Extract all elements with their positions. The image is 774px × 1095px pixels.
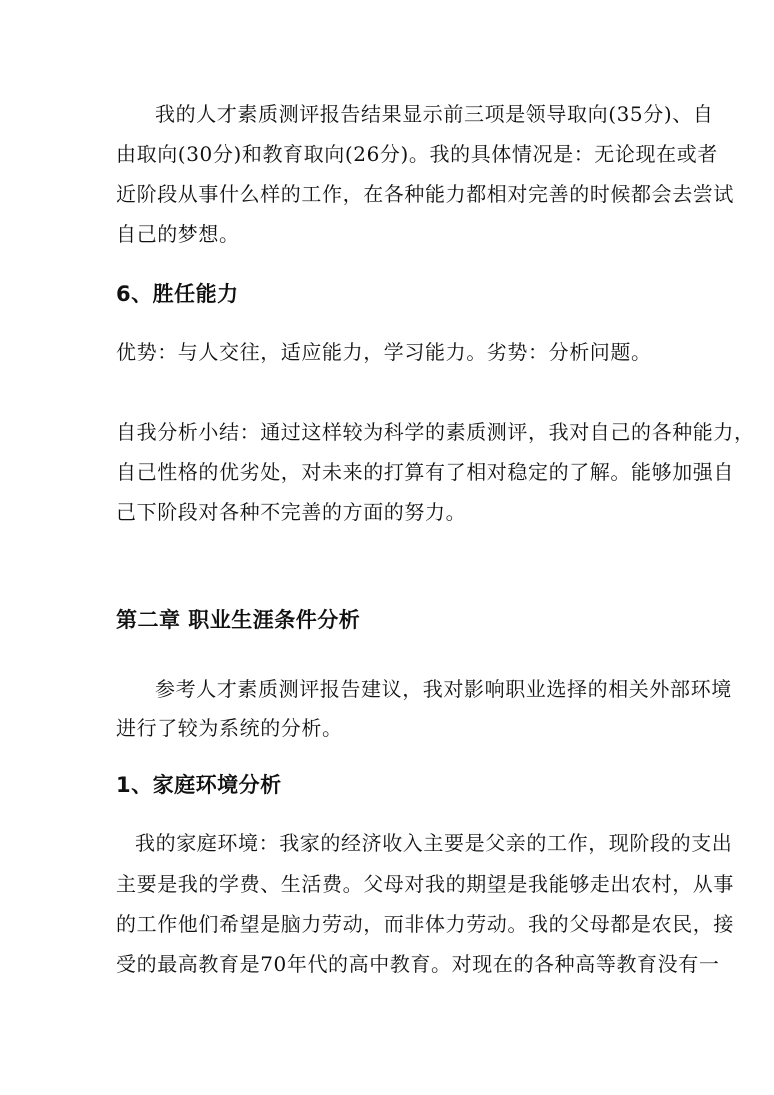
competence-heading: 6、胜任能力 [116,282,239,306]
summary-line-3: 己下阶段对各种不完善的方面的努力。 [116,500,467,524]
family-line-3: 的工作他们希望是脑力劳动，而非体力劳动。我的父母都是农民，接 [116,912,734,936]
intro-line-2: 由取向(30分)和教育取向(26分)。我的具体情况是：无论现在或者 [116,142,718,166]
competence-line-1: 优势：与人交往，适应能力，学习能力。劣势：分析问题。 [116,340,652,364]
summary-line-1: 自我分析小结：通过这样较为科学的素质测评，我对自己的各种能力， [116,420,755,444]
intro-line-3: 近阶段从事什么样的工作，在各种能力都相对完善的时候都会去尝试 [116,182,734,206]
summary-line-2: 自己性格的优劣处，对未来的打算有了相对稳定的了解。能够加强自 [116,460,734,484]
chapter-heading: 第二章 职业生涯条件分析 [116,608,361,632]
intro-line-4: 自己的梦想。 [116,222,240,246]
chapter-intro-line-2: 进行了较为系统的分析。 [116,716,343,740]
family-line-4: 受的最高教育是70年代的高中教育。对现在的各种高等教育没有一 [116,952,720,976]
family-line-2: 主要是我的学费、生活费。父母对我的期望是我能够走出农村，从事 [116,872,734,896]
family-heading: 1、家庭环境分析 [116,773,282,797]
intro-line-1: 我的人才素质测评报告结果显示前三项是领导取向(35分)、自 [155,102,714,126]
family-line-1: 我的家庭环境：我家的经济收入主要是父亲的工作，现阶段的支出 [135,831,733,855]
chapter-intro-line-1: 参考人才素质测评报告建议，我对影响职业选择的相关外部环境 [155,677,732,701]
